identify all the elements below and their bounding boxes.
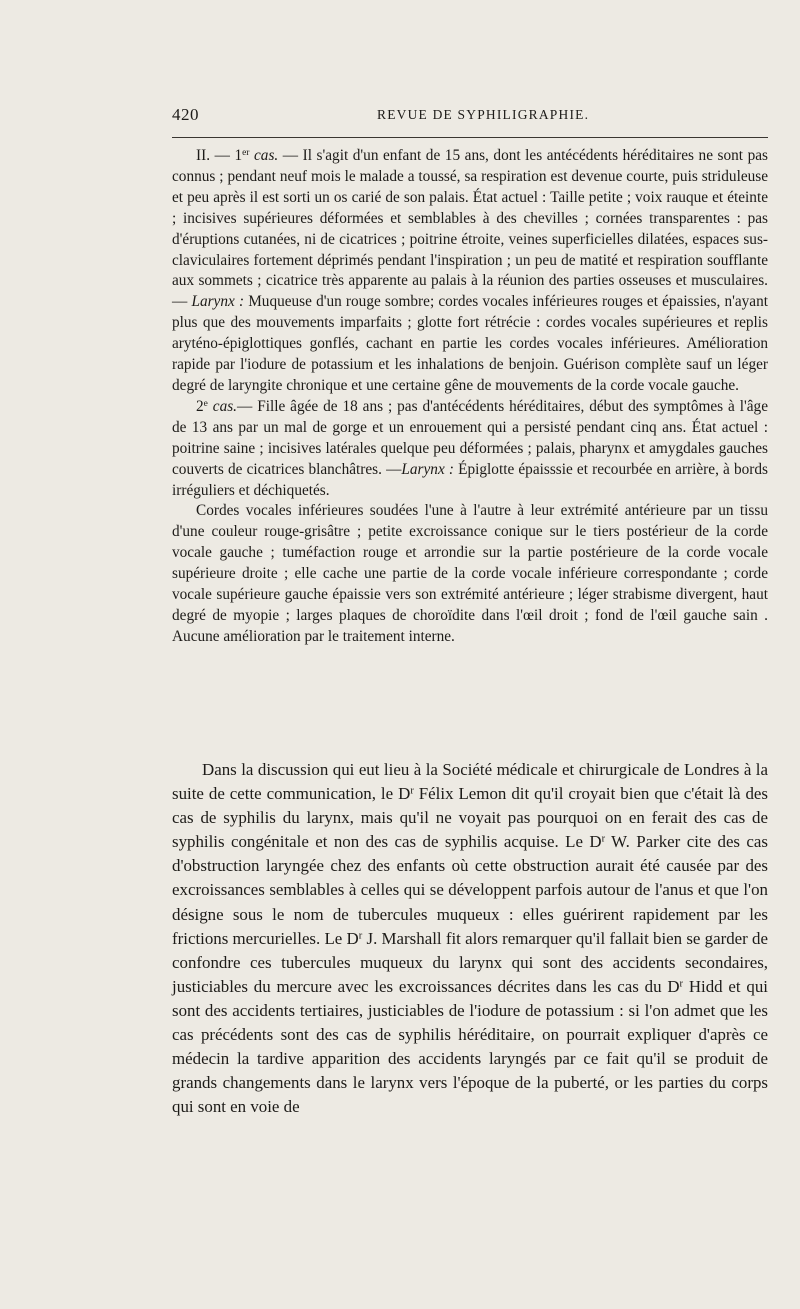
journal-title: REVUE DE SYPHILIGRAPHIE. — [377, 107, 590, 122]
discussion-text: W. Parker cite des cas d'obstruction laryngée chez des enfants où cette obstruction aurait été causée par des excroissances semblables à celles qui se développent parfois autour de l'anus et que l'on désigne sous le nom de tubercules muqueux : elles guérirent rapidement par les frictions mercurielles. Le D — [172, 832, 768, 948]
discussion-text: Hidd et qui sont des accidents tertiaires, justiciables de l'iodure de potassium : si l'on admet que les cas précédents sont des cas de syphilis héréditaire, on pourrait expliquer d'après ce médecin la tardive apparition des accidents laryngés par ce fait qu'il se produit de grands changements dans le larynx vers l'époque de la puberté, or les parties du corps qui sont en voie de — [172, 976, 769, 1117]
doctor-abbrev-suffix: r — [679, 978, 684, 990]
case-reports — [172, 146, 768, 648]
case-1-history: — Il s'agit d'un enfant de 15 ans, dont les antécédents héréditaires ne sont pas connus ; pendant neuf mois le malade a toussé, sa respiration est devenue courte, puis striduleuse et peu après il est sorti un os carié de son palais. État actuel : Taille petite ; voix rauque et éteinte ; incisives supérieures déformées et semblables à des chevilles ; cornées transparentes : pas d'éruptions cutanées, ni de cicatrices ; poitrine étroite, veines superficielles dilatées, espaces sus-claviculaires fortement déprimés pendant l'inspiration ; un peu de matité et respiration soufflante aux sommets ; cicatrice très apparente au palais à la réunion des parties osseuses et musculaires. — — [172, 147, 768, 311]
case-label: cas. — [207, 397, 237, 415]
case-label: cas. — [249, 147, 279, 164]
discussion-section — [172, 758, 768, 1119]
discussion-paragraph — [172, 758, 768, 1119]
case-ordinal-suffix: e — [203, 398, 208, 409]
page-number: 420 — [172, 105, 199, 124]
case-ordinal: 2 — [196, 397, 204, 415]
running-head — [172, 105, 768, 129]
larynx-label: Larynx : — [191, 293, 245, 311]
case-2-history: — Fille âgée de 18 ans ; pas d'antécédents héréditaires, début des symptômes à l'âge de 13 ans par un mal de gorge et un enrouement qui a persisté pendant cinq ans. État actuel : poitrine saine ; incisives latérales quelque peu déformées ; palais, pharynx et amygdales gauches couverts de cicatrices blanchâtres. — — [172, 397, 768, 478]
case-ordinal-suffix: er — [242, 147, 250, 158]
case-1-larynx-findings: Muqueuse d'un rouge sombre; cordes vocales inférieures rouges et épaissies, n'ayant plus que des mouvements imparfaits ; glotte fort rétrécie : cordes vocales supérieures et replis aryténo-épiglottiques gonflés, cachant en partie les cordes vocales inférieures. Amélioration rapide par l'iodure de potassium et les inhalations de benjoin. Guérison complète sauf un léger degré de laryngite chronique et une certaine gêne de mouvements de la corde vocale gauche. — [172, 293, 768, 394]
case-2-paragraph — [172, 397, 768, 502]
doctor-abbrev-suffix: r — [601, 833, 606, 845]
discussion-text: Dans la discussion qui eut lieu à la Société médicale et chirurgicale de Londres à la suite de cette communication, le D — [172, 760, 768, 804]
discussion-text: Félix Lemon dit qu'il croyait bien que c'était là des cas de syphilis du larynx, mais qu'il ne voyait pas pourquoi on en ferait des cas de syphilis congénitale et non des cas de syphilis acquise. Le D — [172, 784, 769, 852]
discussion-text: J. Marshall fit alors remarquer qu'il fallait bien se garder de confondre ces tubercules muqueux du larynx qui sont des accidents secondaires, justiciables du mercure avec les excroissances décrites dans les cas du D — [172, 928, 768, 996]
case-1-paragraph — [172, 146, 768, 397]
case-2-epiglottis-findings: Épiglotte épaisssie et recourbée en arrière, à bords irréguliers et déchiquetés. — [172, 460, 768, 499]
section-number: II. — — [196, 147, 235, 164]
doctor-abbrev-suffix: r — [410, 785, 414, 797]
case-2-vocal-cords-paragraph: Cordes vocales inférieures soudées l'une à l'autre à leur extrémité antérieure par un tissu d'une couleur rouge-grisâtre ; petite excroissance conique sur le tiers postérieur de la corde vocale gauche ; tuméfaction rouge et arrondie sur la partie postérieure de la corde vocale supérieure droite ; elle cache une partie de la corde vocale inférieure correspondante ; corde vocale supérieure gauche épaissie vers son extrémité antérieure ; léger strabisme divergent, haut degré de myopie ; larges plaques de choroïdite dans l'œil droit ; fond de l'œil gauche sain . Aucune amélioration par le traitement interne. — [172, 502, 768, 645]
header-rule — [172, 137, 768, 138]
larynx-label: Larynx : — [401, 460, 454, 478]
case-ordinal: 1 — [234, 147, 243, 164]
doctor-abbrev-suffix: r — [358, 929, 363, 941]
